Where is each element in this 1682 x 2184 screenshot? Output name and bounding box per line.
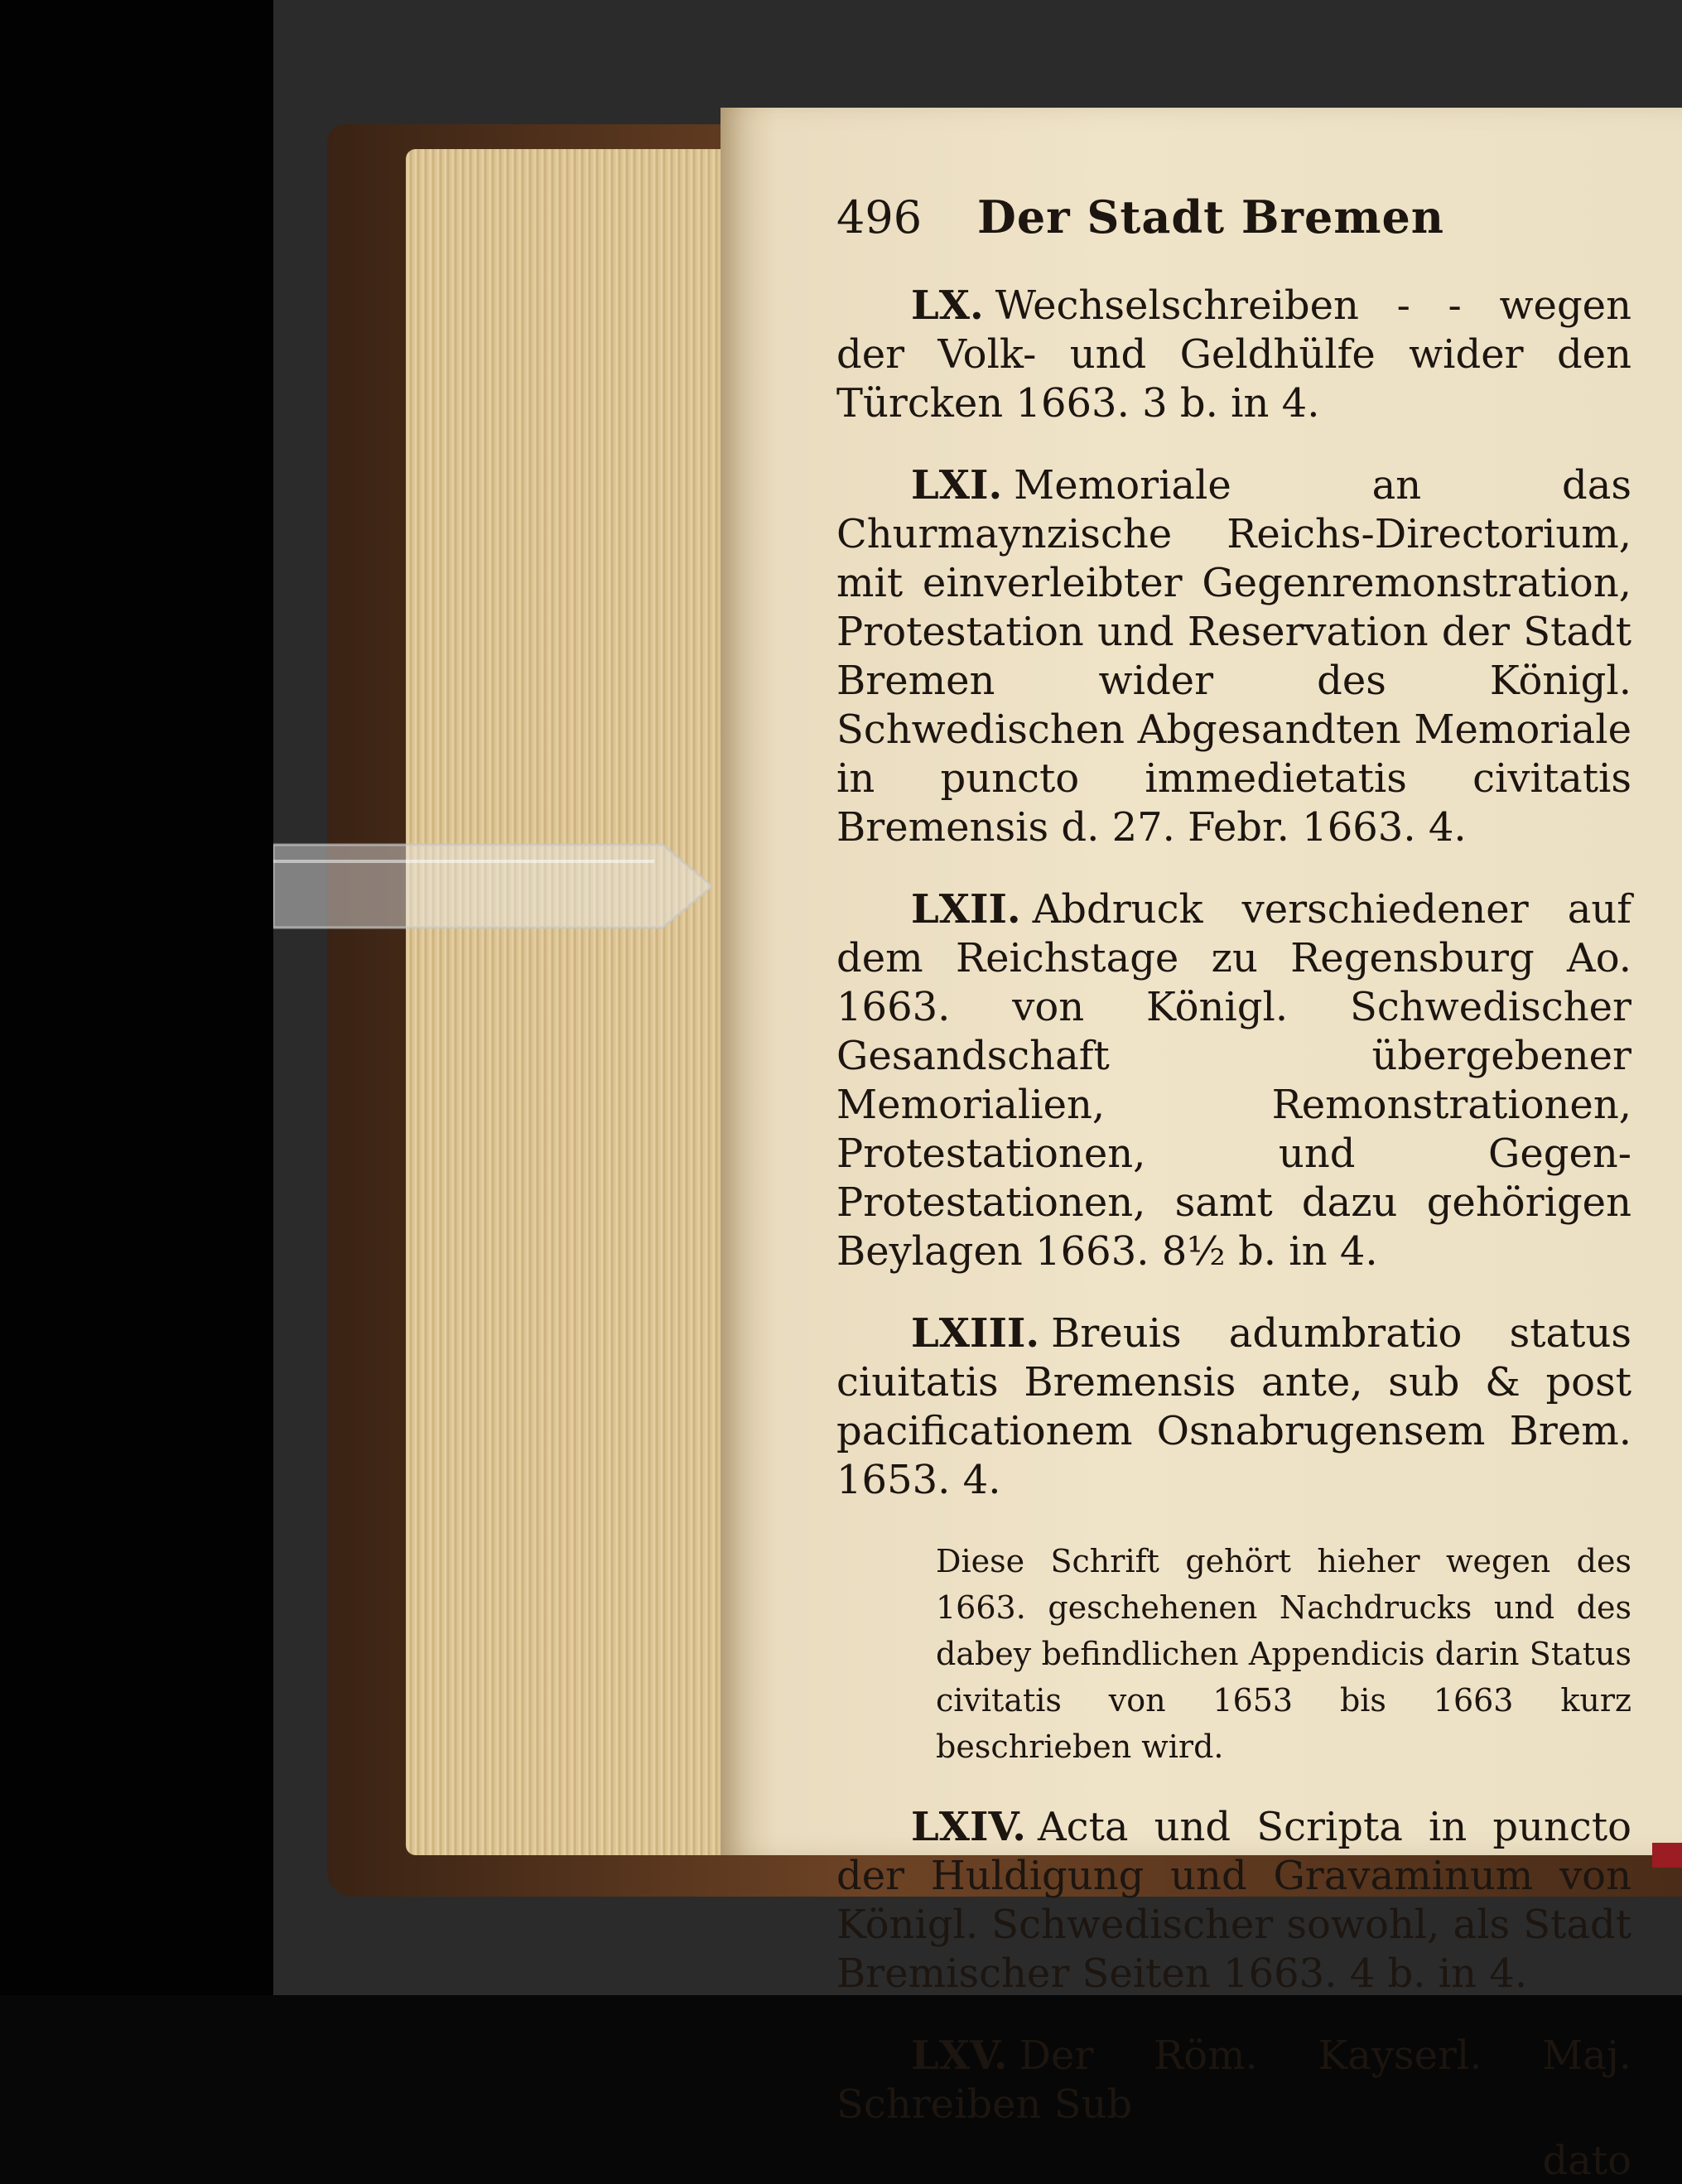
page-header [836, 190, 1631, 282]
entry-lxiv: LXIV. Acta und Scripta in puncto der Huldigung und Gravaminum von Königl. Schwedischer sowohl, als Stadt Bremischer Seiten 1663. 4 b. in 4. [836, 1804, 1631, 1997]
running-title: Der Stadt Bremen [977, 190, 1445, 243]
ribbon-bookmark [1652, 1843, 1682, 1868]
note: Diese Schrift gehört hieher wegen des 1663. geschehenen Nachdrucks und des dabey befindlichen Appendicis darin Status civitatis von 1653 bis 1663 kurz beschrieben wird. [936, 1543, 1631, 1765]
clear-bookmark-strip [273, 836, 712, 936]
left-black-border [0, 0, 273, 1995]
entry-lxi: LXI. Memoriale an das Churmaynzische Reichs-Directorium, mit einverleibter Gegenremonstration, Protestation und Reservation der Stadt Bremen wider des Königl. Schwedischen Abgesandten Memoriale in puncto immedietatis civitatis Bremensis d. 27. Febr. 1663. 4. [836, 462, 1631, 851]
entry-lxii: LXII. Abdruck verschiedener auf dem Reichstage zu Regensburg Ao. 1663. von Königl. Schwedischer Gesandschaft übergebener Memorialien, Remonstrationen, Protestationen, und Gegen-Protestationen, samt dazu gehörigen Beylagen 1663. 8½ b. in 4. [836, 886, 1631, 1275]
catchword: dato [1542, 2138, 1631, 2184]
entry-lxv: LXV. Der Röm. Kayserl. Maj. Schreiben Sub [836, 2032, 1631, 2128]
page-edges [406, 149, 721, 1855]
page-text [836, 190, 1631, 2184]
entry-lxiii: LXIII. Breuis adumbratio status ciuitatis Bremensis ante, sub & post pacificationem Osnabrugensem Brem. 1653. 4. [836, 1310, 1631, 1503]
page-number: 496 [836, 191, 923, 243]
entry-lx: LX. Wechselschreiben - - wegen der Volk- und Geldhülfe wider den Türcken 1663. 3 b. in 4. [836, 282, 1631, 427]
